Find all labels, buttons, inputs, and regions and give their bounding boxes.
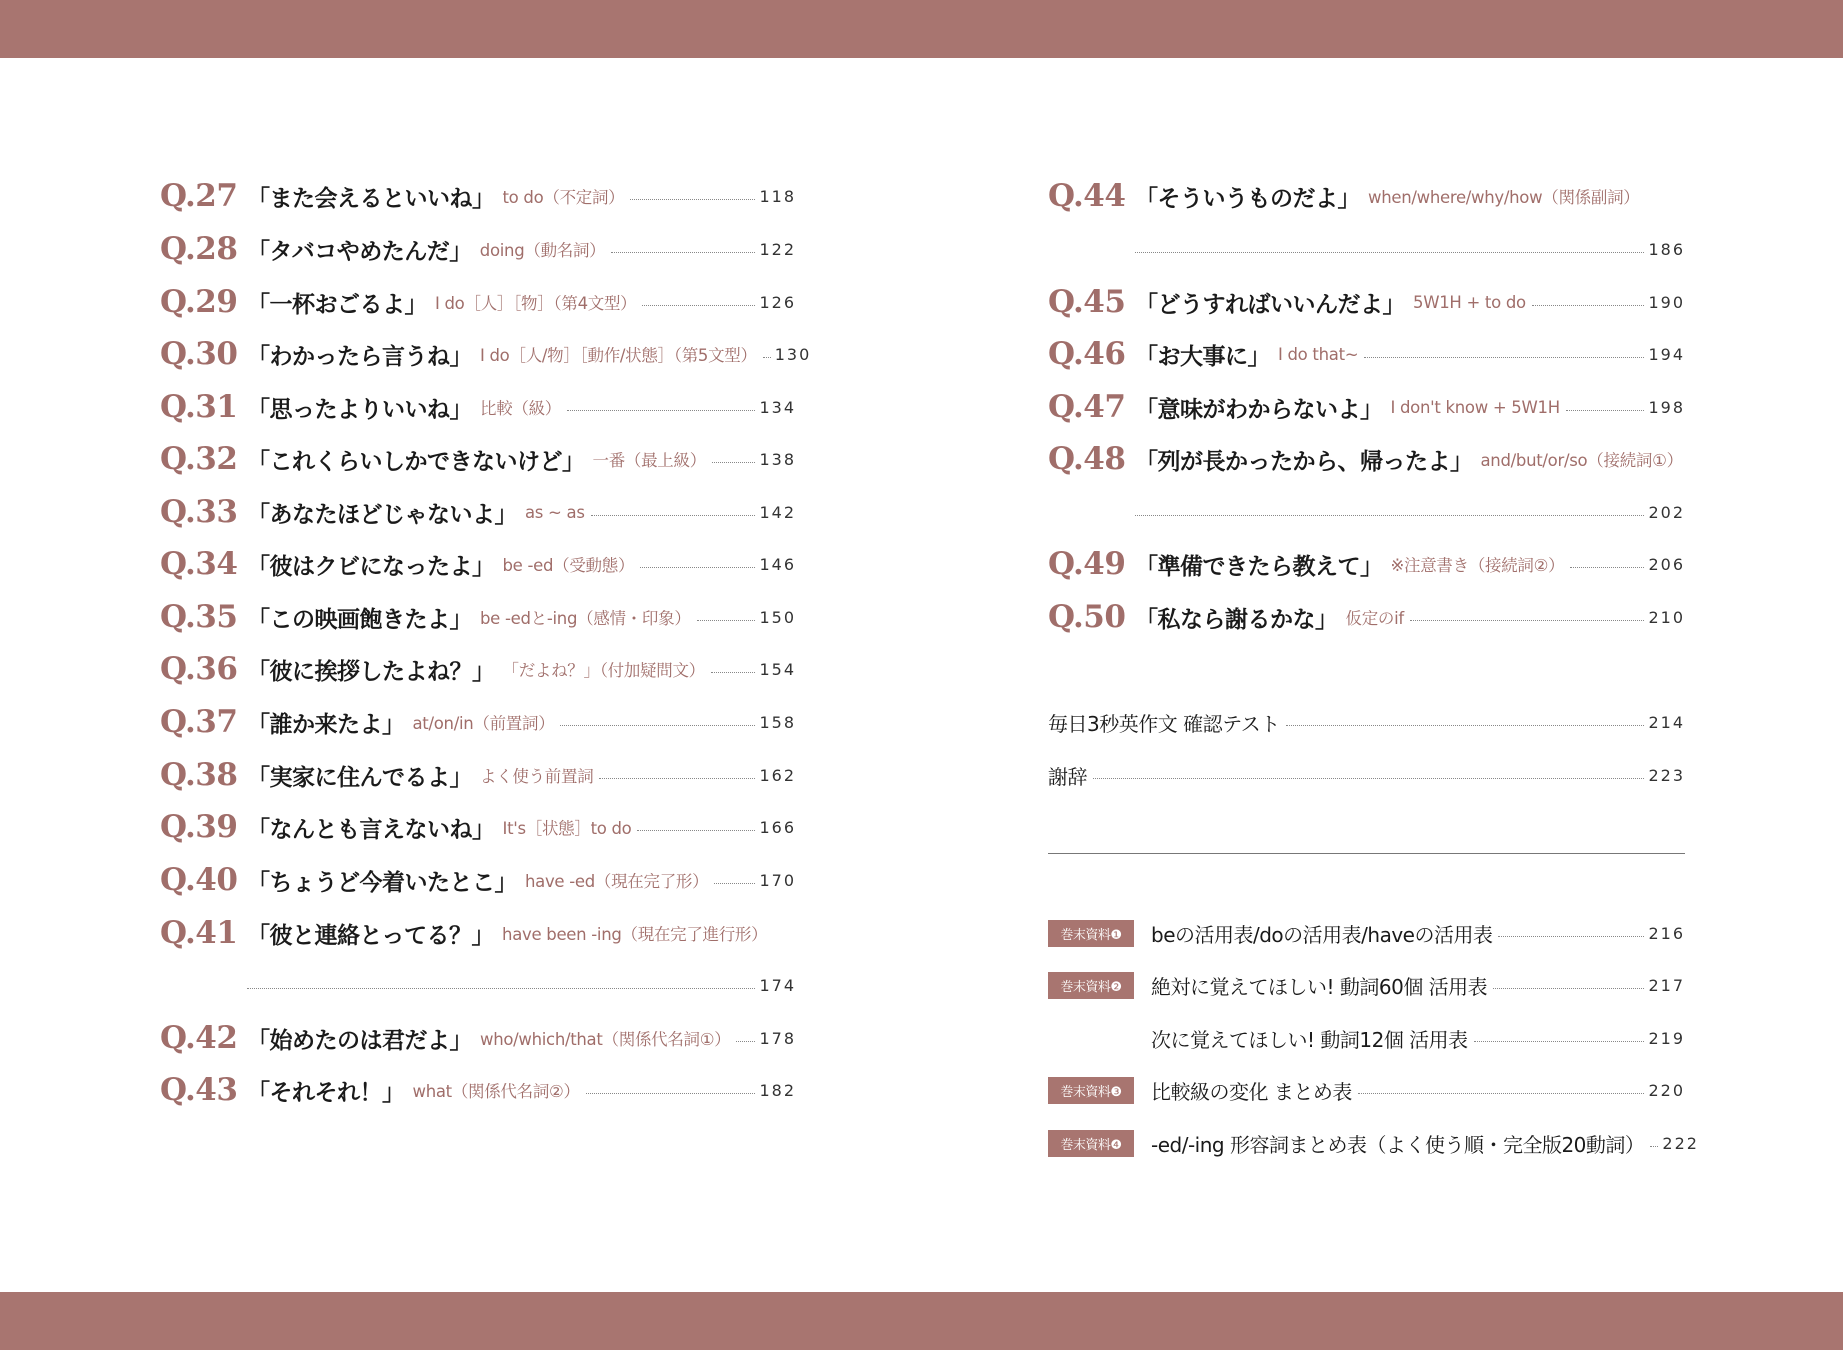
entry-subtitle: to do（不定詞） [502,188,625,207]
entry-title: 「この映画飽きたよ」 [247,606,472,633]
entry-title: 「私なら謝るかな」 [1135,606,1338,633]
toc-entry-appendix-2b[interactable] [1048,1018,1685,1058]
entry-subtitle: I do that~ [1278,344,1359,364]
entry-subtitle: be -ed（受動態） [502,556,635,575]
toc-entry-appendix-2[interactable] [1048,965,1685,1005]
bottom-band [0,1292,1843,1350]
entry-subtitle: have -ed（現在完了形） [525,872,709,891]
dot-leader [736,1041,755,1042]
entry-subtitle: who/which/that（関係代名詞①） [480,1030,731,1049]
question-number: Q.36 [160,651,238,687]
dot-leader [637,830,755,831]
entry-subtitle: as ~ as [525,502,585,522]
dot-leader [611,252,755,253]
entry-title: 「そういうものだよ」 [1135,185,1360,212]
dot-leader [586,1093,756,1094]
page-number: 158 [759,712,796,732]
entry-subtitle: have been -ing（現在完了進行形） [502,925,768,944]
page-number: 142 [759,502,796,522]
question-number: Q.49 [1048,546,1126,582]
entry-subtitle: I do［人］［物］（第4文型） [435,294,637,313]
dot-leader [1532,305,1645,306]
dot-leader [714,883,755,884]
appendix-badge: 巻末資料❹ [1048,1130,1134,1157]
toc-entry-q44[interactable] [1048,176,1685,216]
toc-entry-confirmation-test[interactable] [1048,702,1685,742]
page-number: 182 [759,1080,796,1100]
entry-title: 「実家に住んでるよ」 [247,764,472,791]
entry-title: 「それそれ！」 [247,1079,405,1106]
question-number: Q.38 [160,757,238,793]
page-number: 162 [759,765,796,785]
page-number: 138 [759,449,796,469]
entry-subtitle: 仮定のif [1345,609,1404,628]
top-band [0,0,1843,58]
toc-entry-q33[interactable] [160,492,796,532]
page-number: 118 [759,186,796,206]
entry-title: 「タバコやめたんだ」 [247,238,472,265]
toc-entry-acknowledgements[interactable] [1048,755,1685,795]
question-number: Q.34 [160,546,238,582]
entry-title: 「なんとも言えないね」 [247,816,495,843]
dot-leader [1570,567,1644,568]
entry-title: 「彼に挨拶したよね？」 [247,658,495,685]
entry-title: 「一杯おごるよ」 [247,291,427,318]
page-number: 202 [1648,502,1685,522]
entry-subtitle: what（関係代名詞②） [412,1082,580,1101]
toc-entry-q28[interactable] [160,229,796,269]
dot-leader [640,567,755,568]
toc-entry-q47[interactable] [1048,387,1685,427]
page-number: 130 [774,344,812,364]
page-number: 194 [1648,344,1685,364]
entry-subtitle: be -edと-ing（感情・印象） [480,609,691,628]
toc-entry-appendix-3[interactable] [1048,1070,1685,1110]
dot-leader [599,778,755,779]
page-number: 170 [759,870,796,890]
question-number: Q.50 [1048,599,1126,635]
toc-entry-q45[interactable] [1048,282,1685,322]
question-number: Q.43 [160,1072,238,1108]
toc-entry-q43[interactable] [160,1070,796,1110]
dot-leader [1358,1093,1645,1094]
question-number: Q.39 [160,809,238,845]
dot-leader [560,725,755,726]
toc-entry-q49[interactable] [1048,544,1685,584]
toc-entry-q37[interactable] [160,702,796,742]
dot-leader [642,305,755,306]
appendix-badge: 巻末資料❷ [1048,972,1134,999]
entry-subtitle: 比較（級） [480,399,562,418]
question-number: Q.46 [1048,336,1126,372]
toc-entry-q40[interactable] [160,860,796,900]
question-number: Q.37 [160,704,238,740]
dot-leader [1474,1041,1645,1042]
question-number: Q.30 [160,336,238,372]
question-number: Q.40 [160,862,238,898]
question-number: Q.27 [160,178,238,214]
toc-entry-q38[interactable] [160,755,796,795]
entry-subtitle: and/but/or/so（接続詞①） [1480,451,1683,470]
dot-leader [1093,778,1644,779]
section-divider [1048,853,1685,854]
entry-subtitle: よく使う前置詞 [480,767,594,786]
toc-entry-q42[interactable] [160,1018,796,1058]
dot-leader [1493,988,1644,989]
page-number: 186 [1648,239,1685,259]
entry-title: 「準備できたら教えて」 [1135,553,1383,580]
dot-leader [567,410,755,411]
page-number: 217 [1648,975,1685,995]
entry-subtitle: It's［状態］to do [502,819,632,838]
page-number: 220 [1648,1080,1685,1100]
entry-subtitle: ※注意書き（接続詞②） [1390,556,1565,575]
page-number: 206 [1648,554,1685,574]
toc-entry-q39[interactable] [160,807,796,847]
toc-entry-q41-page-line[interactable] [160,965,796,1005]
question-number: Q.41 [160,915,238,951]
page-number: 223 [1648,765,1685,785]
entry-title: 「彼はクビになったよ」 [247,553,495,580]
dot-leader [1135,515,1644,516]
entry-title: -ed/-ing 形容詞まとめ表（よく使う順・完全版20動詞） [1151,1132,1645,1157]
question-number: Q.32 [160,441,238,477]
entry-title: 「わかったら言うね」 [247,343,472,370]
dot-leader [1410,620,1645,621]
entry-title: 「列が長かったから、帰ったよ」 [1135,448,1473,475]
toc-entry-appendix-4[interactable] [1048,1123,1699,1163]
toc-entry-q35[interactable] [160,597,796,637]
entry-title: 「意味がわからないよ」 [1135,396,1383,423]
entry-title: 比較級の変化 まとめ表 [1151,1079,1352,1104]
dot-leader [1566,410,1645,411]
entry-title: 「ちょうど今着いたとこ」 [247,869,517,896]
appendix-badge: 巻末資料❶ [1048,920,1134,947]
question-number: Q.31 [160,389,238,425]
entry-title: 「どうすればいいんだよ」 [1135,291,1405,318]
page-number: 134 [759,397,796,417]
toc-entry-q48[interactable] [1048,439,1685,479]
question-number: Q.29 [160,284,238,320]
page-number: 150 [759,607,796,627]
toc-entry-q32[interactable] [160,439,796,479]
toc-entry-q36[interactable] [160,649,796,689]
entry-subtitle: at/on/in（前置詞） [412,714,555,733]
question-number: Q.45 [1048,284,1126,320]
entry-title: 毎日3秒英作文 確認テスト [1048,711,1280,736]
entry-title: 「また会えるといいね」 [247,185,495,212]
page-number: 126 [759,292,796,312]
entry-title: 「あなたほどじゃないよ」 [247,501,517,528]
entry-title: 「思ったよりいいね」 [247,396,472,423]
toc-entry-q31[interactable] [160,387,796,427]
entry-title: 絶対に覚えてほしい! 動詞60個 活用表 [1151,974,1488,999]
entry-subtitle: 「だよね？」（付加疑問文） [502,661,705,680]
entry-subtitle: I don't know + 5W1H [1390,397,1560,417]
entry-subtitle: 5W1H + to do [1413,292,1526,312]
page-number: 198 [1648,397,1685,417]
dot-leader [1135,252,1644,253]
dot-leader [711,672,756,673]
toc-entry-q46[interactable] [1048,334,1685,374]
page-number: 219 [1648,1028,1685,1048]
entry-title: beの活用表/doの活用表/haveの活用表 [1151,922,1493,947]
page-number: 214 [1648,712,1685,732]
question-number: Q.33 [160,494,238,530]
page-number: 154 [759,659,796,679]
entry-subtitle: doing（動名詞） [479,241,606,260]
dot-leader [763,357,771,358]
dot-leader [1364,357,1644,358]
entry-title: 「誰か来たよ」 [247,711,405,738]
dot-leader [247,988,755,989]
toc-entry-q29[interactable] [160,282,796,322]
toc-entry-q44-page-line[interactable] [1048,229,1685,269]
toc-entry-q48-page-line[interactable] [1048,492,1685,532]
toc-entry-q30[interactable] [160,334,812,374]
dot-leader [1286,725,1645,726]
entry-subtitle: 一番（最上級） [592,451,706,470]
question-number: Q.44 [1048,178,1126,214]
entry-title: 「始めたのは君だよ」 [247,1027,472,1054]
page-number: 222 [1662,1133,1699,1153]
toc-entry-q41[interactable] [160,913,796,953]
question-number: Q.35 [160,599,238,635]
toc-entry-appendix-1[interactable] [1048,913,1685,953]
dot-leader [1650,1146,1658,1147]
dot-leader [591,515,756,516]
entry-title: 謝辞 [1048,764,1087,789]
page-number: 122 [759,239,796,259]
page-number: 146 [759,554,796,574]
page-number: 216 [1648,923,1685,943]
dot-leader [1498,936,1644,937]
question-number: Q.48 [1048,441,1126,477]
question-number: Q.47 [1048,389,1126,425]
dot-leader [712,462,756,463]
page-number: 210 [1648,607,1685,627]
entry-title: 「彼と連絡とってる？」 [247,922,495,949]
entry-title: 「これくらいしかできないけど」 [247,448,585,475]
entry-title: 「お大事に」 [1135,343,1270,370]
entry-title: 次に覚えてほしい! 動詞12個 活用表 [1151,1027,1468,1052]
page-number: 174 [759,975,796,995]
question-number: Q.28 [160,231,238,267]
toc-entry-q34[interactable] [160,544,796,584]
dot-leader [630,199,755,200]
entry-subtitle: when/where/why/how（関係副詞） [1368,188,1640,207]
page-number: 178 [759,1028,796,1048]
toc-entry-q50[interactable] [1048,597,1685,637]
dot-leader [697,620,756,621]
toc-entry-q27[interactable] [160,176,796,216]
question-number: Q.42 [160,1020,238,1056]
page-number: 190 [1648,292,1685,312]
entry-subtitle: I do［人/物］［動作/状態］（第5文型） [480,346,757,365]
appendix-badge: 巻末資料❸ [1048,1077,1134,1104]
page-number: 166 [759,817,796,837]
